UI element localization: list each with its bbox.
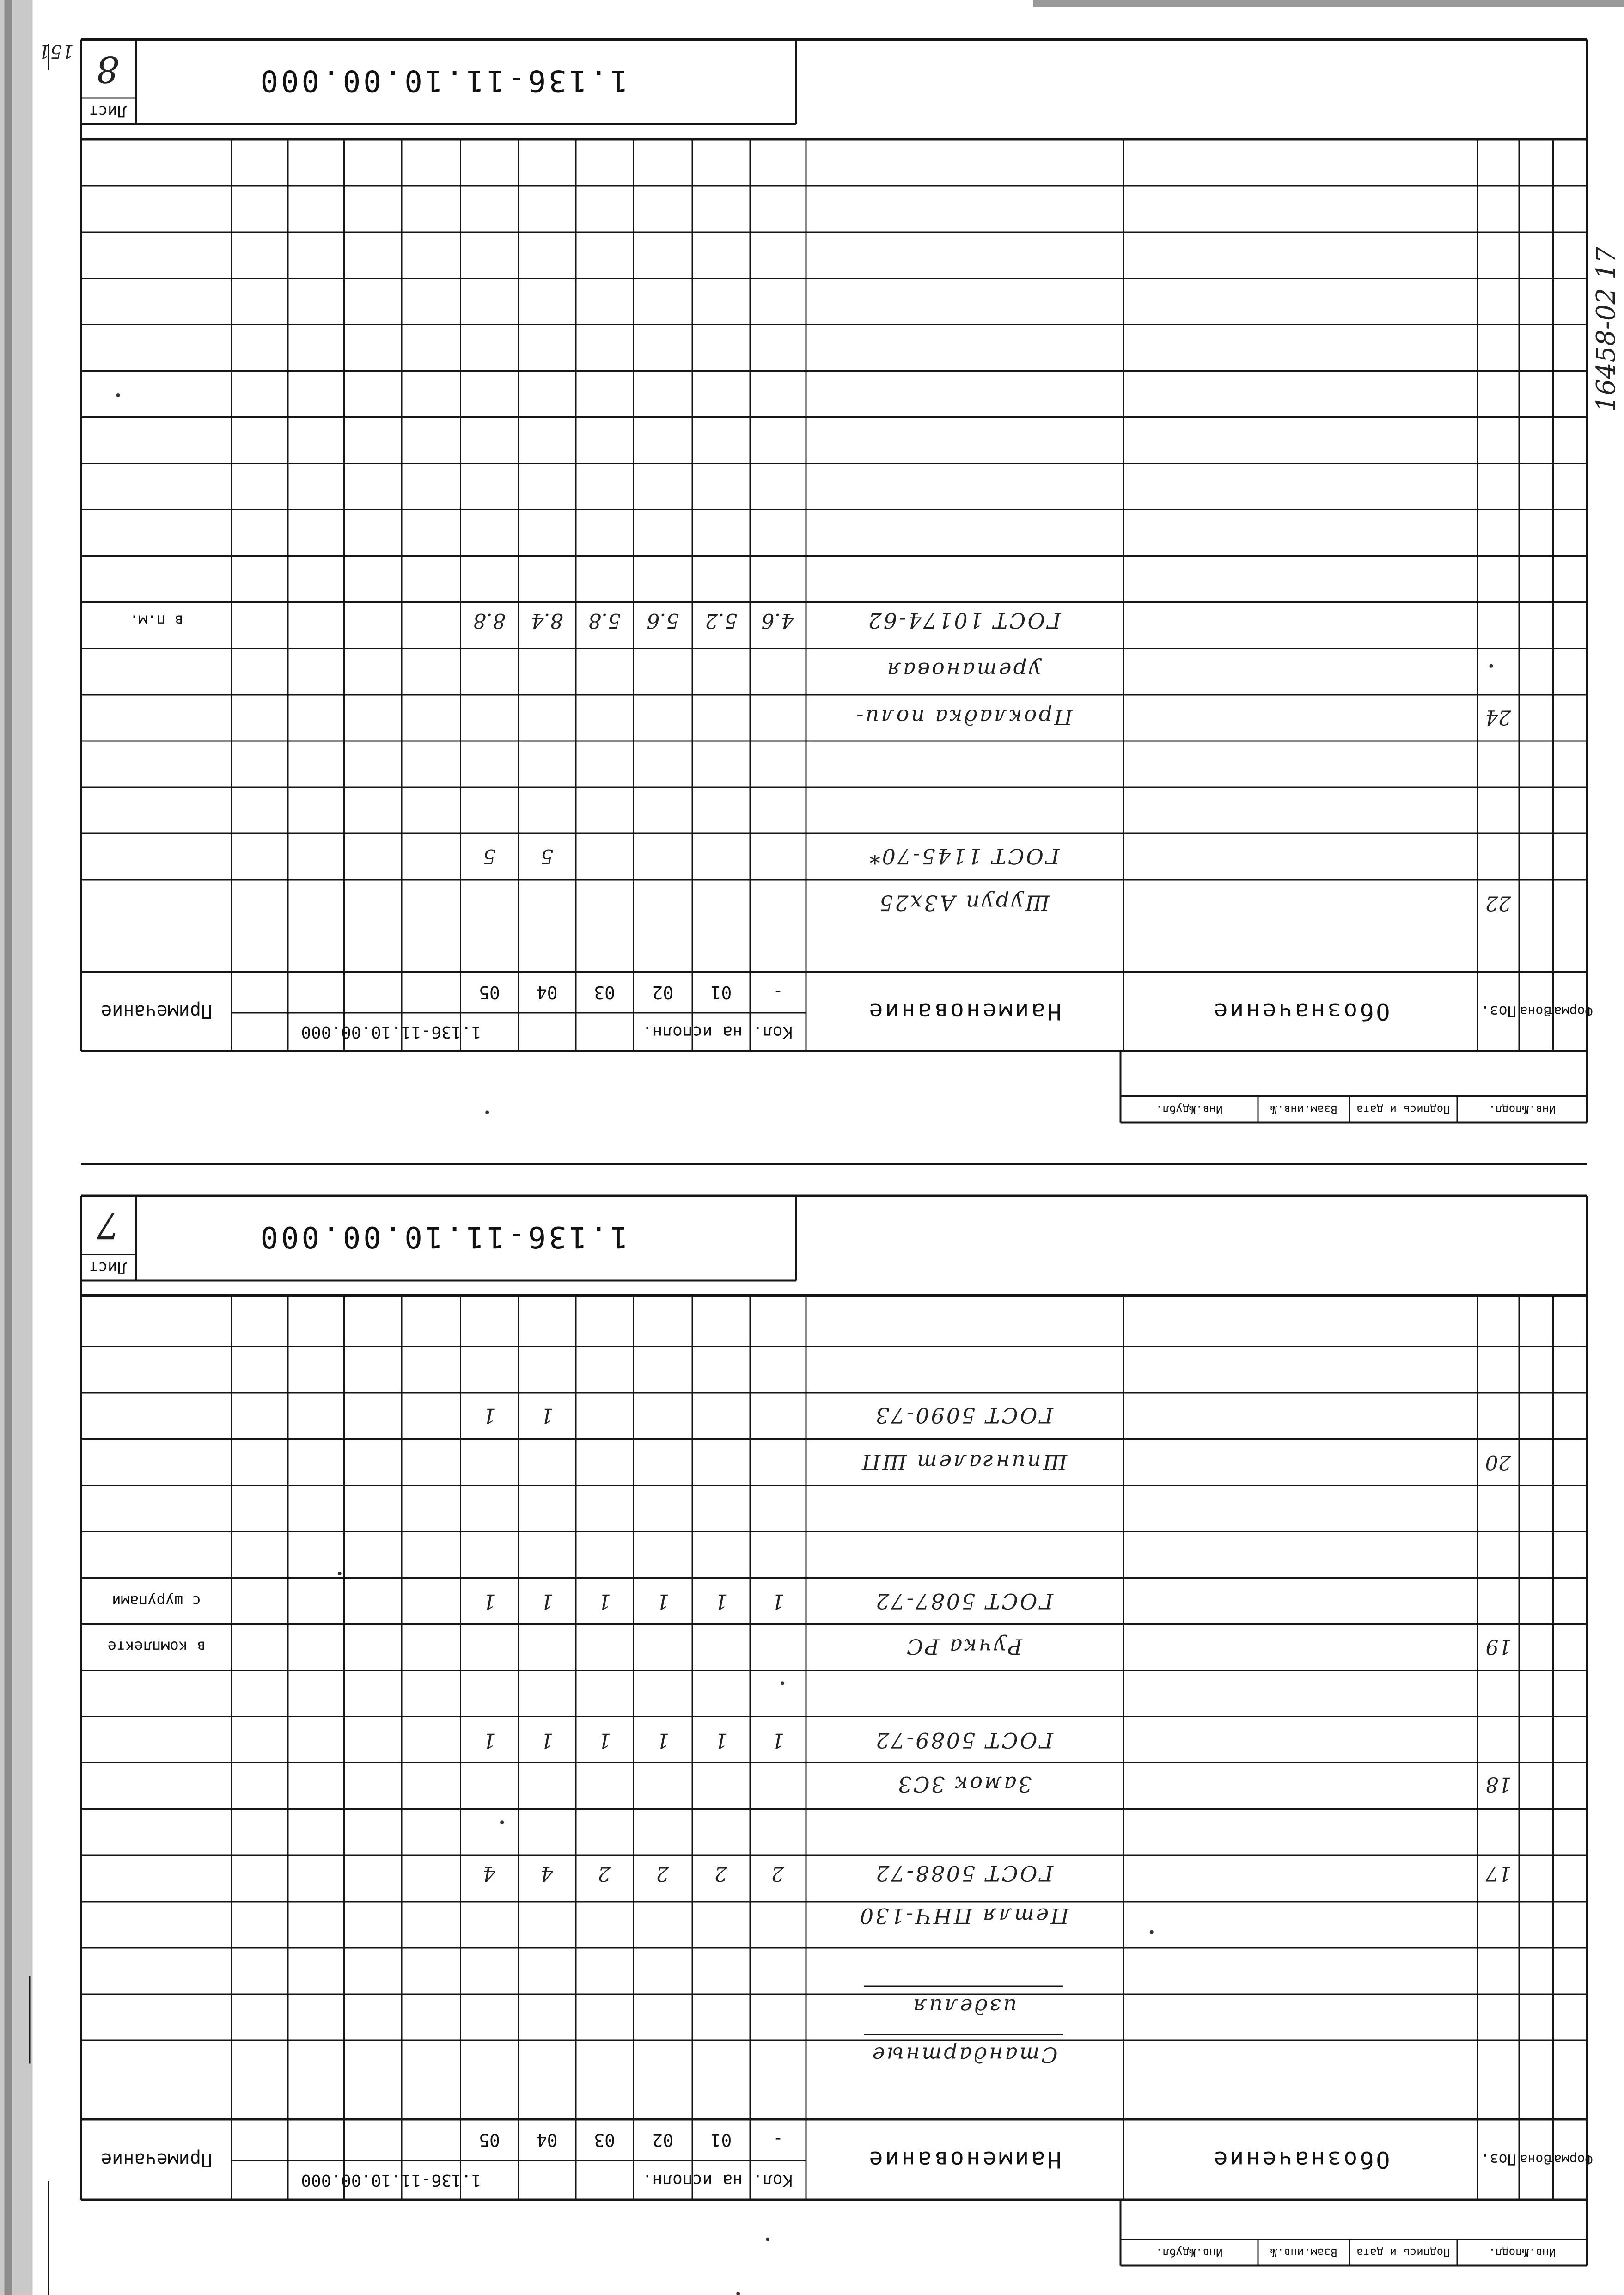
row-qty: 1 <box>482 1403 496 1427</box>
sheet_lower <box>81 1196 1593 2266</box>
header-qty-title: Кол. на исполн. <box>642 2170 793 2190</box>
row-qty: 2 <box>656 1861 669 1885</box>
row-qty: 4.6 <box>761 609 794 633</box>
sheet-number: 7 <box>96 1204 120 1246</box>
row-qty: 1 <box>540 1403 554 1427</box>
row-qty: 2 <box>714 1861 727 1885</box>
row-pos: 18 <box>1485 1772 1512 1796</box>
stamp-label: Подпись и дата <box>1356 2246 1450 2259</box>
row-qty: 1 <box>714 1589 728 1613</box>
row-qty: 2 <box>771 1861 784 1885</box>
header-qty-col: 02 <box>652 2130 674 2150</box>
row-qty: 1 <box>598 1589 611 1613</box>
header-zone: Зона <box>1520 2152 1551 2167</box>
row-qty: 5 <box>482 844 496 868</box>
row-qty: 1 <box>656 1589 670 1613</box>
header-qty-col: - <box>773 982 783 1003</box>
row-name: уретановая <box>885 658 1041 683</box>
row-qty: 1 <box>771 1728 785 1752</box>
scan-speck <box>736 2292 740 2295</box>
scan-speck <box>485 1111 489 1114</box>
document-number: 1.136-11.10.00.000 <box>257 63 629 98</box>
row-name: Шуруп А3х25 <box>877 890 1050 916</box>
row-name: ГОСТ 5087-72 <box>874 1589 1053 1614</box>
row-qty: 1 <box>540 1728 554 1752</box>
row-pos: 17 <box>1485 1861 1512 1885</box>
row-note: в п.м. <box>129 612 183 630</box>
row-name: ГОСТ 5090-73 <box>874 1402 1053 1428</box>
stamp-label: Инв.№дубл. <box>1155 2246 1223 2259</box>
row-qty: 5.2 <box>705 609 738 633</box>
header-qty-col: 01 <box>710 2130 732 2150</box>
header-pos: Поз. <box>1480 2151 1516 2169</box>
header-qty-doc: 1.136-11.10.00.000 <box>301 2170 482 2190</box>
header-qty-col: 04 <box>536 982 558 1003</box>
row-name: Шпингалет ШП <box>860 1450 1068 1475</box>
header-designation: Обозначение <box>1211 998 1390 1025</box>
header-qty-col: 03 <box>594 2130 616 2150</box>
scan-speck <box>500 1820 504 1824</box>
row-qty: 8.4 <box>531 609 563 633</box>
row-qty: 1 <box>482 1589 496 1613</box>
header-qty-col: 04 <box>536 2130 558 2150</box>
row-pos: 20 <box>1485 1450 1511 1474</box>
scan-edge <box>5 0 12 2295</box>
header-notes: Примечание <box>101 2149 213 2171</box>
scan-top-edge <box>1033 0 1624 7</box>
header-qty-col: 03 <box>594 982 616 1003</box>
scan-speck <box>338 1572 342 1575</box>
header-format: Формат <box>1546 2152 1593 2167</box>
header-designation: Обозначение <box>1211 2146 1390 2173</box>
header-qty-title: Кол. на исполн. <box>642 1022 793 1041</box>
header-qty-col: 05 <box>479 2130 500 2150</box>
row-qty: 1 <box>771 1589 785 1613</box>
row-qty: 1 <box>714 1728 728 1752</box>
row-note: в комплекте <box>107 1638 206 1656</box>
row-name: Стандартные <box>870 2042 1058 2068</box>
row-qty: 1 <box>598 1728 611 1752</box>
scan-speck <box>766 2238 769 2241</box>
header-notes: Примечание <box>101 1001 213 1022</box>
header-zone: Зона <box>1520 1004 1551 1019</box>
row-name: Петля ПНЧ-130 <box>858 1903 1069 1928</box>
header-name: Наименование <box>867 2146 1062 2173</box>
row-name: Замок ЗСЗ <box>896 1771 1032 1797</box>
row-qty: 5 <box>540 844 554 868</box>
sheet-label: Лист <box>89 102 127 121</box>
header-qty-col: 02 <box>652 982 674 1003</box>
row-qty: 4 <box>482 1861 495 1885</box>
row-name: изделия <box>911 1994 1017 2020</box>
row-note: с шурупами <box>112 1592 201 1610</box>
scan-speck <box>781 1681 784 1685</box>
stamp-label: Взам.инв.№ <box>1270 2246 1337 2259</box>
header-name: Наименование <box>867 998 1062 1025</box>
header-qty-col: 05 <box>479 982 500 1003</box>
row-qty: 1 <box>540 1589 554 1613</box>
row-name: Прокладка поли- <box>855 704 1073 730</box>
row-qty: 8.8 <box>473 609 506 633</box>
row-name: ГОСТ 10174-62 <box>866 608 1061 633</box>
stamp-label: Взам.инв.№ <box>1270 1103 1337 1116</box>
row-pos: 19 <box>1485 1634 1512 1659</box>
header-qty-col: 01 <box>710 982 732 1003</box>
scan-speck <box>116 393 120 397</box>
sheet-label: Лист <box>89 1258 127 1277</box>
stamp-label: Инв.№подл. <box>1489 2246 1556 2259</box>
row-name: ГОСТ 5089-72 <box>874 1727 1053 1753</box>
sheet-number: 8 <box>96 48 120 90</box>
header-format: Формат <box>1546 1004 1593 1019</box>
stamp-label: Инв.№подл. <box>1489 1103 1556 1116</box>
row-name: ГОСТ 1145-70* <box>867 844 1060 869</box>
stamp-label: Инв.№дубл. <box>1155 1103 1223 1116</box>
sheet_upper <box>81 39 1593 1122</box>
edge-mark: 151 <box>38 40 74 62</box>
row-name: Ручка РС <box>905 1634 1022 1659</box>
archive-note: 16458-02 17 <box>1591 246 1622 412</box>
header-qty-col: - <box>773 2130 783 2150</box>
row-qty: 4 <box>540 1861 553 1885</box>
row-qty: 1 <box>482 1728 496 1752</box>
row-qty: 2 <box>598 1861 611 1885</box>
scan-speck <box>1489 664 1493 668</box>
row-qty: 5.8 <box>588 609 621 633</box>
header-pos: Поз. <box>1480 1003 1516 1021</box>
row-qty: 1 <box>656 1728 670 1752</box>
document-number: 1.136-11.10.00.000 <box>257 1219 629 1254</box>
header-qty-doc: 1.136-11.10.00.000 <box>301 1022 482 1041</box>
scan-speck <box>1150 1930 1154 1934</box>
row-name: ГОСТ 5088-72 <box>874 1861 1053 1886</box>
row-pos: 22 <box>1485 891 1511 915</box>
row-pos: 24 <box>1485 705 1511 729</box>
stamp-label: Подпись и дата <box>1356 1103 1450 1116</box>
row-qty: 5.6 <box>647 609 679 633</box>
